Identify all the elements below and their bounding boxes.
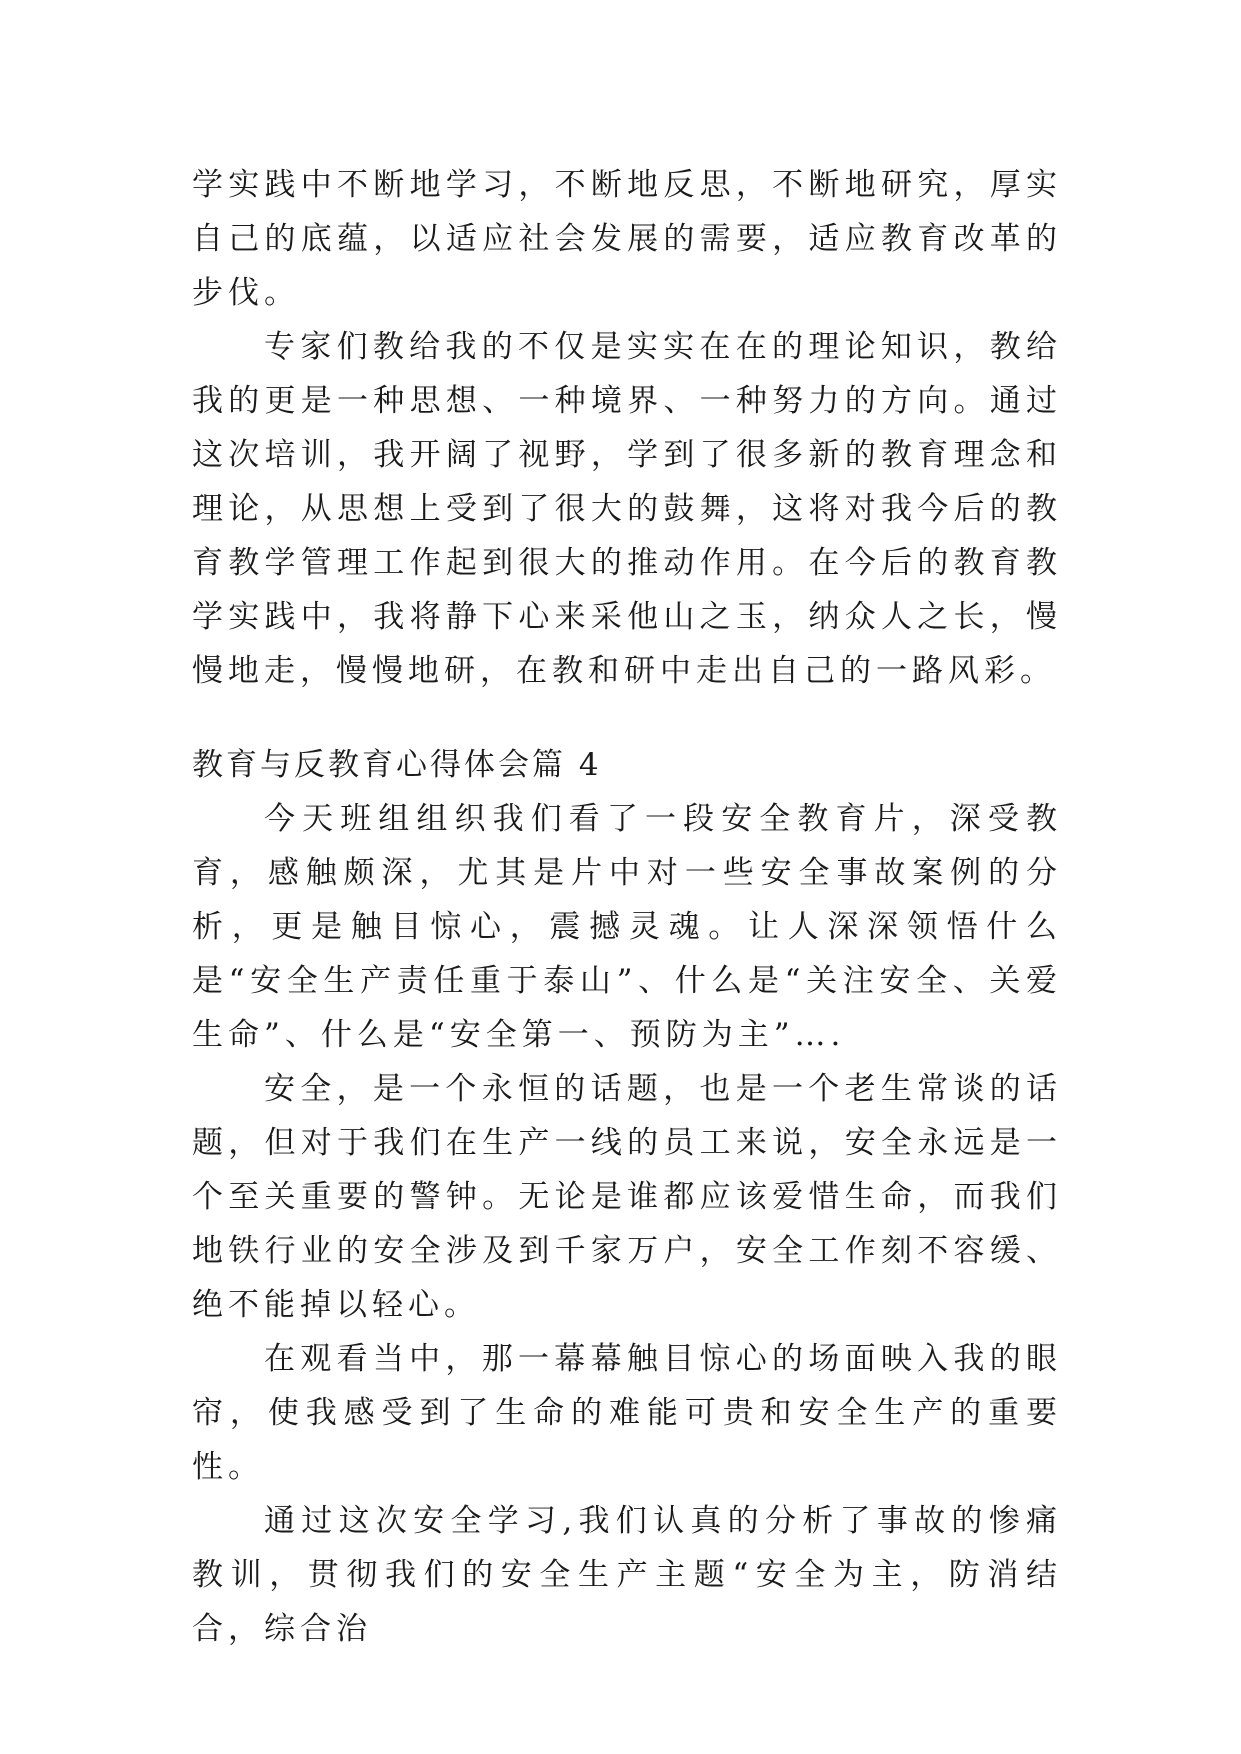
paragraph-expert-teaching: 专家们教给我的不仅是实实在在的理论知识，教给我的更是一种思想、一种境界、一种努力的方向。通过这次培训，我开阔了视野，学到了很多新的教育理念和理论，从思想上受到了很大的鼓舞，这将对我今后的教育教学管理工作起到很大的推动作用。在今后的教育教学实践中，我将静下心来采他山之玉，纳众人之长，慢慢地走，慢慢地研，在教和研中走出自己的一路风彩。 <box>192 329 1062 689</box>
section-heading: 教育与反教育心得体会篇 4 <box>192 747 602 783</box>
paragraph-watching: 在观看当中，那一幕幕触目惊心的场面映入我的眼帘，使我感受到了生命的难能可贵和安全生产的重要性。 <box>192 1341 1062 1485</box>
paragraph-continued: 学实践中不断地学习，不断地反思，不断地研究，厚实自己的底蕴，以适应社会发展的需要，适应教育改革的步伐。 <box>192 167 1062 311</box>
paragraph-safety-film: 今天班组组织我们看了一段安全教育片，深受教育，感触颇深，尤其是片中对一些安全事故案例的分析，更是触目惊心，震撼灵魂。让人深深领悟什么是“安全生产责任重于泰山”、什么是“关注安全、关爱生命”、什么是“安全第一、预防为主”…. <box>192 801 1062 1053</box>
paragraph-learning: 通过这次安全学习,我们认真的分析了事故的惨痛教训，贯彻我们的安全生产主题“安全为主，防消结合，综合治 <box>192 1503 1062 1647</box>
paragraph-safety-topic: 安全，是一个永恒的话题，也是一个老生常谈的话题，但对于我们在生产一线的员工来说，安全永远是一个至关重要的警钟。无论是谁都应该爱惜生命，而我们地铁行业的安全涉及到千家万户，安全工作刻不容缓、绝不能掉以轻心。 <box>192 1071 1062 1323</box>
continued-section <box>192 158 1062 698</box>
section-4 <box>192 738 1062 1656</box>
